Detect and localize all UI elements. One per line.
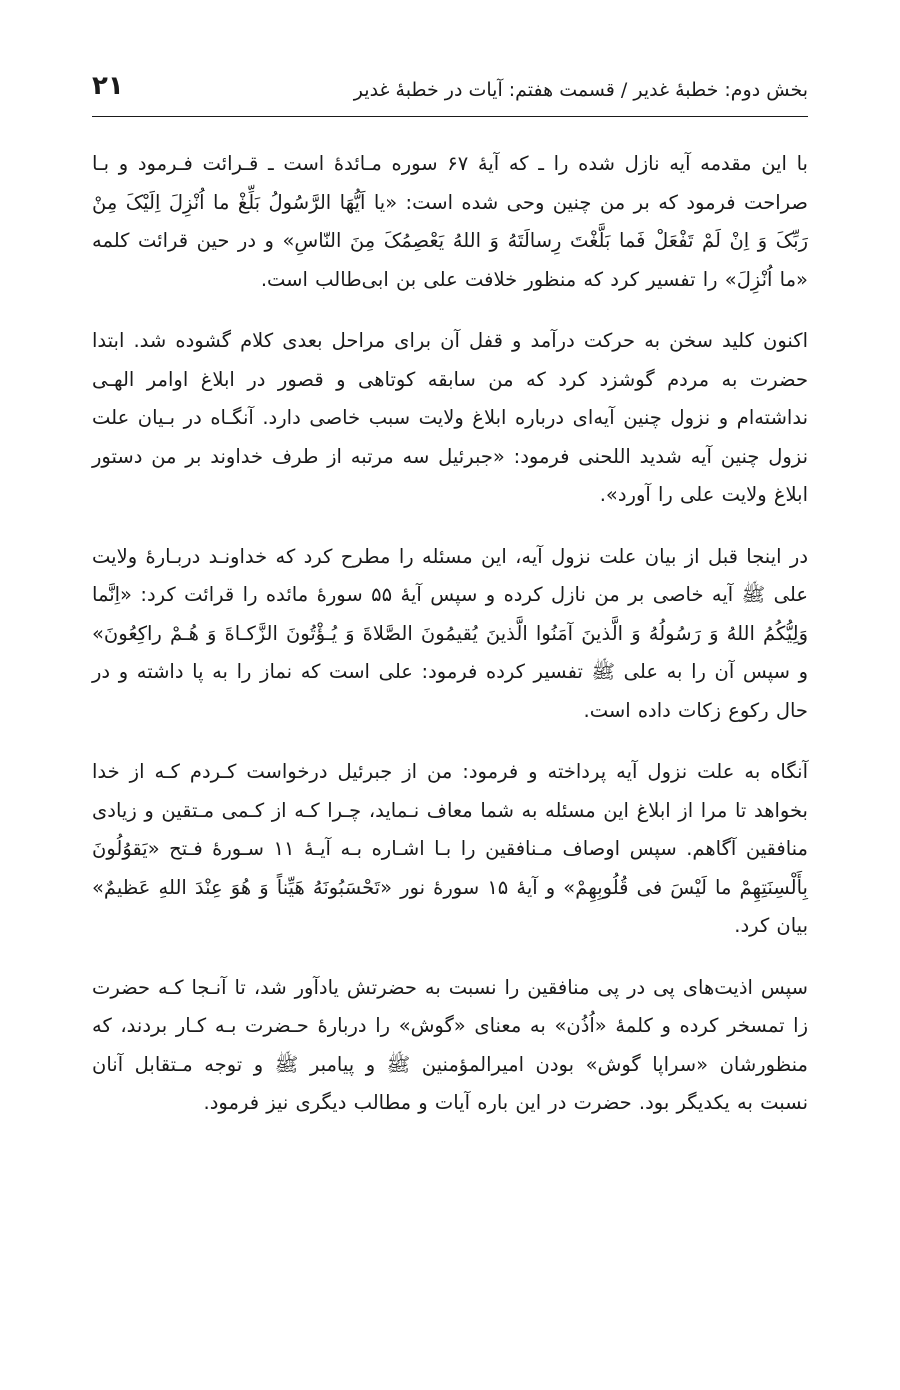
page-number: ۲۱	[92, 71, 124, 101]
paragraph-1: با این مقدمه آیه نازل شده را ـ که آیهٔ ۶۷ سوره مـائدهٔ است ـ قـرائت فـرمود و بـا صراحت فرمود که بر من چنین وحی شده است: «يا اَيُّهَا الرَّسُولُ بَلِّغْ ما اُنْزِلَ اِلَيْکَ مِنْ رَبِّکَ وَ اِنْ لَمْ تَفْعَلْ فَما بَلَّغْتَ رِسالَتَهُ وَ اللهُ يَعْصِمُکَ مِنَ النّاسِ» و در حین قرائت کلمه «ما اُنْزِلَ» را تفسیر کرد که منظور خلافت علی بن ابی‌طالب است.	[92, 152, 808, 291]
paragraph-2: اکنون کلید سخن به حرکت درآمد و قفل آن برای مراحل بعدی کلام گشوده شد. ابتدا حضرت به مردم گوشزد کرد که من سابقه کوتاهی و قصور در ابلاغ اوامر الهـی نداشته‌ام و نزول چنین آیه‌ای درباره ابلاغ ولایت سبب خاصی دارد. آنگـاه در بـیان علت نزول چنین آیه شدید اللحنی فرمود: «جبرئیل سه مرتبه از طرف خداوند بر من دستور ابلاغ ولایت علی را آورد».	[92, 329, 808, 506]
page-header	[92, 70, 808, 117]
paragraph-4: آنگاه به علت نزول آیه پرداخته و فرمود: من از جبرئیل درخواست کـردم کـه از خدا بخواهد تا مرا از ابلاغ این مسئله به شما معاف نـماید، چـرا کـه از کـمی مـتقین و زیادی منافقین آگاهم. سپس اوصاف مـنافقین را بـا اشـاره بـه آیـهٔ ۱۱ سـورهٔ فـتح «يَقوُلُونَ بِأَلْسِنَتِهِمْ ما لَيْسَ فى قُلُوبِهِمْ» و آیهٔ ۱۵ سورهٔ نور «تَحْسَبُونَهُ هَيِّناً وَ هُوَ عِنْدَ اللهِ عَظيمٌ» بیان کرد.	[92, 760, 808, 937]
paragraph-3: در اینجا قبل از بیان علت نزول آیه، این مسئله را مطرح کرد که خداونـد دربـارهٔ ولایت علی ﷺ آیه خاصی بر من نازل کرده و سپس آیهٔ ۵۵ سورهٔ مائده را قرائت کرد: «اِنَّما وَلِيُّكُمُ اللهُ وَ رَسُولُهُ وَ الَّذينَ آمَنُوا الَّذينَ يُقيمُونَ الصَّلاةَ وَ يُـؤْتُونَ الزَّكـاةَ وَ هُـمْ راكِعُونَ» و سپس آن را به علی ﷺ تفسیر کرده فرمود: علی است که نماز را به پا داشته و در حال رکوع زکات داده است.	[92, 544, 808, 722]
body-text	[92, 145, 808, 1146]
paragraph-5: سپس اذیت‌های پی در پی منافقین را نسبت به حضرتش یادآور شد، تا آنـجا کـه حضرت زا تمسخر کرده و کلمهٔ «اُذُن» به معنای «گوش» را دربارهٔ حـضرت بـه کـار بردند، که منظورشان «سراپا گوش» بودن امیرالمؤمنین ﷺ و پیامبر ﷺ و توجه مـتقابل آنان نسبت به یکدیگر بود. حضرت در این باره آیات و مطالب دیگری نیز فرمود.	[92, 975, 808, 1114]
running-head: بخش دوم: خطبهٔ غدیر / قسمت هفتم: آیات در خطبهٔ غدیر	[353, 79, 808, 101]
